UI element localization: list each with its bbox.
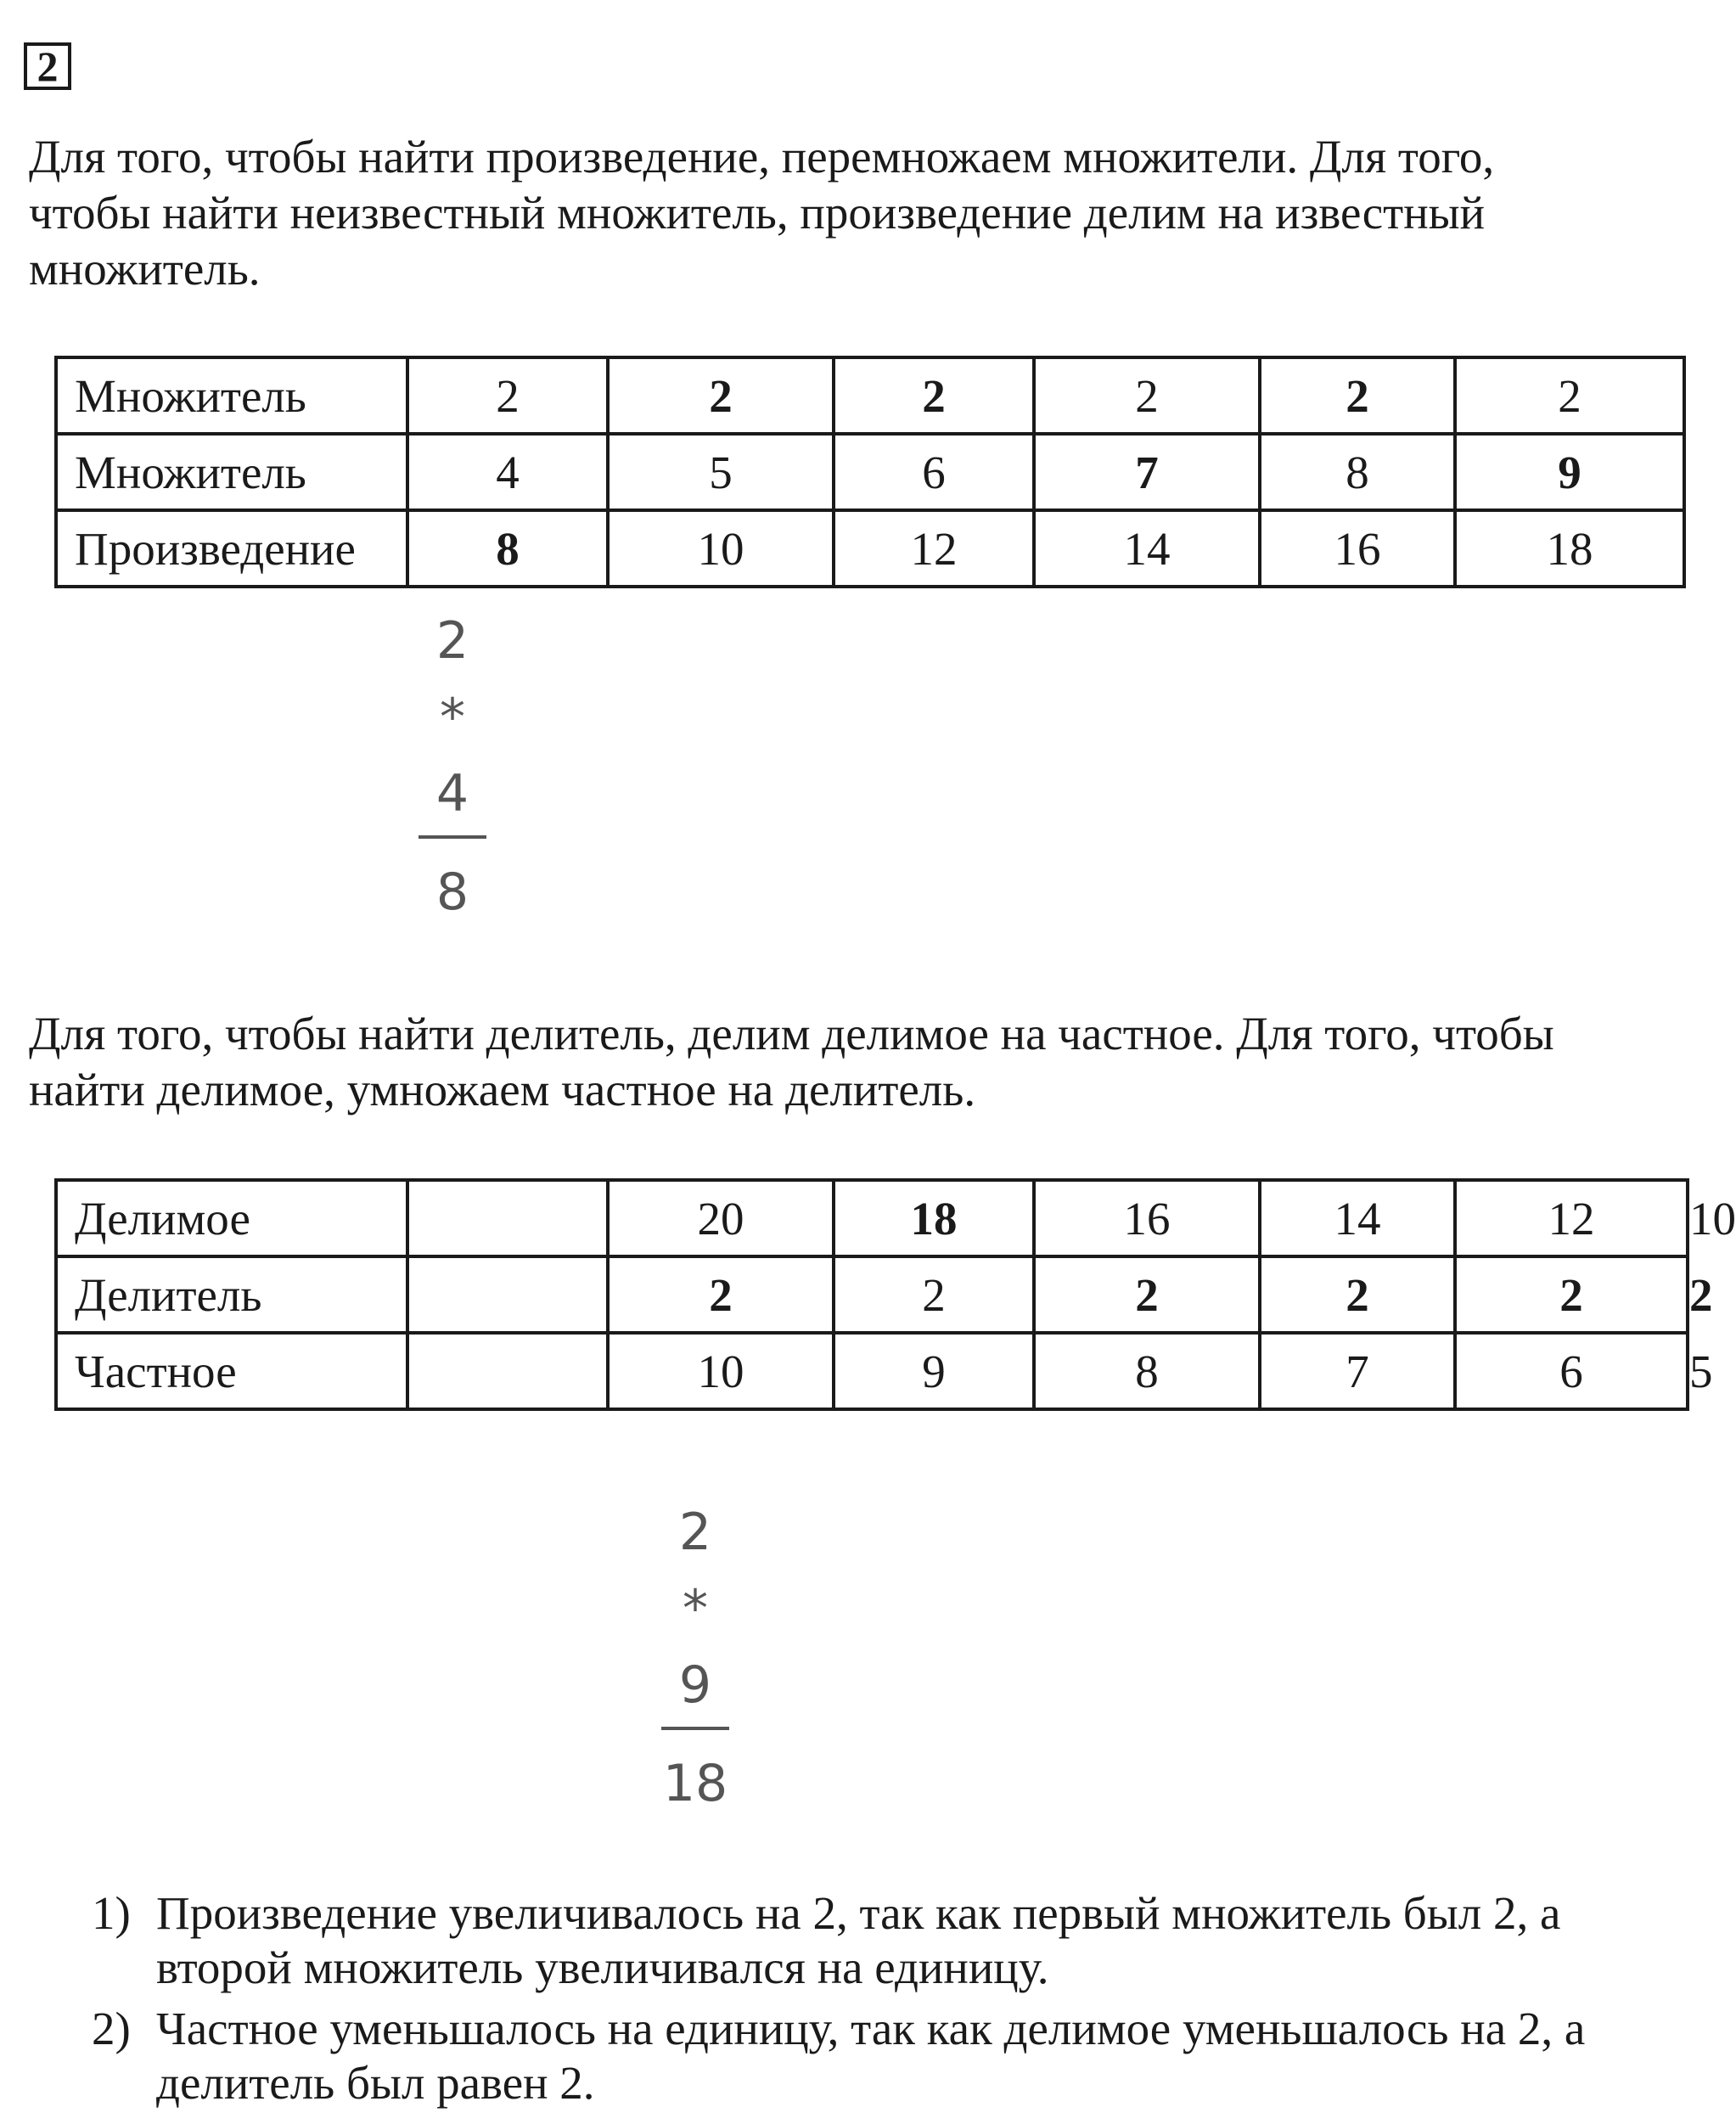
second-paragraph [29,1006,1693,1118]
table-cell: 2 [834,1256,1034,1333]
table-cell: 14 [1260,1180,1455,1256]
table-row: Делитель 2 2 2 2 2 2 [56,1256,1688,1333]
multiplication-check-1 [414,603,491,930]
table-cell: 4 [407,434,608,510]
table-cell: 2 [1034,357,1260,434]
factor-a: 2 [435,611,469,671]
table-cell: 10 [608,510,834,587]
table-cell: 6 [1455,1333,1688,1409]
table-cell: 18 [834,1180,1034,1256]
table-cell [407,1256,608,1333]
conclusion-text: Произведение увеличивалось на 2, так как первый множитель был 2, а второй множитель увеличивался на единицу. [156,1887,1561,1993]
intro-line-1: Для того, чтобы найти произведение, перемножаем множители. Для того, [29,131,1495,183]
row-label: Множитель [56,357,407,434]
table-cell: 7 [1260,1333,1455,1409]
result-line [661,1727,729,1730]
conclusion-item-1 [71,1886,1684,1995]
table-cell [407,1180,608,1256]
table-cell: 12 [834,510,1034,587]
second-line-2: найти делимое, умножаем частное на делитель. [29,1064,976,1115]
conclusion-item-2 [71,2002,1684,2110]
table-row: Частное 10 9 8 7 6 5 [56,1333,1688,1409]
multiplication-table [54,356,1686,588]
conclusions-list [71,1886,1684,2117]
table-cell: 8 [1034,1333,1260,1409]
multiply-sign: * [683,1579,708,1638]
intro-paragraph [29,129,1693,297]
multiplication-check-2 [657,1494,733,1822]
table-cell [407,1333,608,1409]
row-label: Делимое [56,1180,407,1256]
table-cell: 10 [608,1333,834,1409]
table-row: Делимое 20 18 16 14 12 10 [56,1180,1688,1256]
factor-b: 4 [435,764,469,823]
table-row [56,357,1684,434]
table-cell: 5 [608,434,834,510]
table-cell: 2 [608,357,834,434]
factor-b: 9 [678,1655,712,1715]
table-cell: 2 [407,357,608,434]
factor-a: 2 [678,1503,712,1562]
table-cell: 2 [834,357,1034,434]
row-label: Множитель [56,434,407,510]
task-number-box: 2 [24,42,71,90]
multiply-sign: * [440,688,465,747]
table-cell: 20 [608,1180,834,1256]
result-line [419,835,486,839]
table-cell: 9 [1455,434,1684,510]
table-cell: 2 [1455,1256,1688,1333]
table-row [56,510,1684,587]
intro-line-3: множитель. [29,243,261,295]
second-line-1: Для того, чтобы найти делитель, делим делимое на частное. Для того, чтобы [29,1008,1554,1059]
table-cell: 2 [1034,1256,1260,1333]
table-cell: 2 [608,1256,834,1333]
table-cell: 6 [834,434,1034,510]
row-label: Частное [56,1333,407,1409]
table-cell: 2 [1260,1256,1455,1333]
table-cell: 14 [1034,510,1260,587]
row-label: Делитель [56,1256,407,1333]
table-cell: 12 [1455,1180,1688,1256]
table-cell: 16 [1034,1180,1260,1256]
table-cell: 8 [407,510,608,587]
intro-line-2: чтобы найти неизвестный множитель, произведение делим на известный [29,187,1486,239]
conclusion-number: 1) [92,1887,131,1939]
table-cell: 9 [834,1333,1034,1409]
conclusion-number: 2) [92,2003,131,2054]
table-cell: 2 [1260,357,1455,434]
product-result: 8 [435,863,469,922]
table-cell: 16 [1260,510,1455,587]
product-result: 18 [662,1754,728,1813]
table-row [56,434,1684,510]
table-cell: 2 [1455,357,1684,434]
table-cell: 18 [1455,510,1684,587]
table-cell: 7 [1034,434,1260,510]
table-cell: 8 [1260,434,1455,510]
division-table [54,1178,1736,1411]
conclusion-text: Частное уменьшалось на единицу, так как делимое уменьшалось на 2, а делитель был равен 2. [156,2003,1586,2109]
row-label: Произведение [56,510,407,587]
